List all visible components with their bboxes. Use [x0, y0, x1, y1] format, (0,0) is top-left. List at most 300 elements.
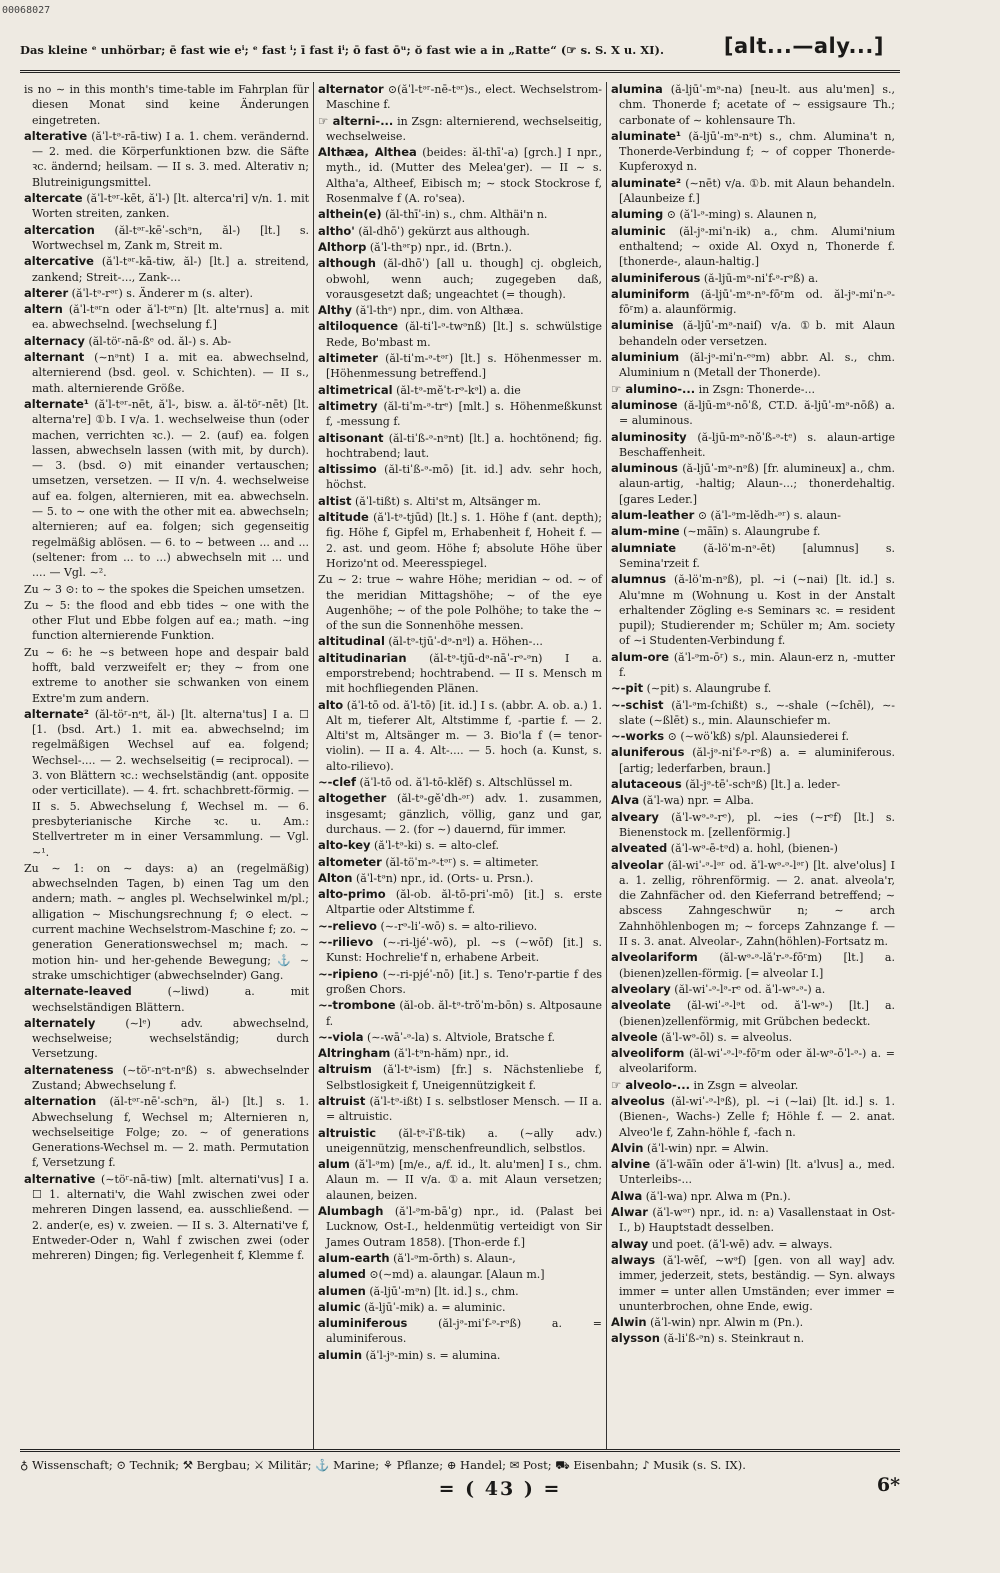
dictionary-entry [318, 510, 602, 571]
dictionary-entry [318, 1126, 602, 1157]
dictionary-entry [318, 887, 602, 918]
entry-text: (ăˈl-tᵊ-ki) s. = alto-clef. [374, 839, 500, 853]
dictionary-entry [24, 286, 309, 301]
entry-text: (ăl-wiˈ-ᵊ-lᵊ-rᵉ od. ăˈl-wᵊ-ᵊ-) a. [674, 982, 826, 996]
dictionary-entry [318, 572, 602, 633]
dictionary-entry [24, 350, 309, 396]
entry-headword: ☞ alterni-... [318, 113, 394, 128]
entry-text: (∼liwd) a. mit wechselständigen Blättern. [32, 985, 309, 1014]
dictionary-entry [611, 1331, 895, 1346]
dictionary-entry [318, 462, 602, 493]
entry-text: (ă-ljūˈ-mᵊn) [lt. id.] s., chm. [369, 1284, 519, 1298]
dictionary-entry [24, 1094, 309, 1170]
entry-headword: alumina [611, 82, 663, 96]
entry-headword: alto-primo [318, 887, 386, 902]
entry-text: (ăˈl-wa) npr. Alwa m (Pn.). [645, 1189, 791, 1203]
entry-headword: altruistic [318, 1125, 377, 1140]
entry-text: (ă-ljūˈ-mᵊ-na) [neu-lt. aus alu'men] s., chm. Thonerde f; acetate of ∼ essigsaure Th.; carbonate of ∼ kohlensaure Th. [619, 83, 896, 127]
entry-headword: ∼-schist [611, 697, 664, 712]
dictionary-entry [611, 1315, 895, 1330]
entry-headword: Alvin [611, 1140, 644, 1155]
entry-text: (ăl-thīˈ-in) s., chm. Althäi'n n. [385, 208, 548, 222]
dictionary-entry [611, 729, 895, 744]
entry-text: (ă-löˈm-nᵊ-ēt) [alumnus] s. Semina'rzeit f. [619, 541, 895, 570]
dictionary-entry [318, 1267, 602, 1282]
entry-headword: alterative [24, 128, 88, 143]
dictionary-entry [611, 271, 895, 286]
dictionary-entry [318, 838, 602, 853]
entry-text: is no ∼ in this month's time-table im Fahrplan für diesen Monat sind keine Änderungen eingetreten. [24, 83, 309, 127]
entry-headword: alum [318, 1157, 350, 1172]
entry-text: (ă-löˈm-nᵊß), pl. ∼i (∼nai) [lt. id.] s. Alu'mne m (Wohnung u. Kost in der Anstalt erhaltender Zögling e-s Seminars ꝛc. = resident pupil); Studierender m; Schüler m; Am. society of ∼i Studenten-Verbindung f. [619, 573, 896, 648]
entry-headword: ☞ alveolo-... [611, 1077, 690, 1092]
entry-text: (ăˈl-tᵊ-rᵊʳ) s. Änderer m (s. alter). [71, 286, 253, 300]
entry-headword: alumic [318, 1299, 361, 1314]
dictionary-entry [318, 240, 602, 255]
entry-headword: alumen [318, 1283, 366, 1298]
dictionary-entry [24, 302, 309, 333]
entry-text: (ă-ljūˈ-mᵊ-naiſ) v/a. ①b. mit Alaun behandeln oder versetzen. [619, 319, 896, 348]
dictionary-entry [24, 223, 309, 254]
entry-text: (ăl-ob. ăl-tᵊ-trŏˈm-bōn) s. Altposaune f. [326, 999, 603, 1028]
dictionary-entry [24, 1016, 309, 1062]
scan-id: 00068027 [2, 5, 51, 16]
entry-headword: aluminiform [611, 286, 690, 301]
dictionary-entry [318, 1094, 602, 1125]
dictionary-entry [24, 254, 309, 285]
entry-headword: aluminose [611, 397, 678, 412]
entry-headword: ∼-viola [318, 1029, 364, 1044]
entry-text: (ăˈl-win) npr. Alwin m (Pn.). [650, 1316, 804, 1330]
entry-text: Zu ∼ 5: the flood and ebb tides ∼ one with the other Flut und Ebbe folgen auf ea.; math. ∼ing function alternierende Funktion. [24, 598, 309, 643]
entry-text: und poet. (ăˈl-wē) adv. = always. [651, 1237, 833, 1251]
entry-headword: alternateness [24, 1062, 114, 1077]
dictionary-entry [318, 431, 602, 462]
entry-headword: aluminium [611, 350, 680, 365]
entry-text: (ăˈl-tᵊʳ-kēt, ăˈl-) [lt. alterca'ri] v/n. 1. mit Worten streiten, zanken. [32, 192, 310, 221]
entry-text: (ăl-wiˈ-ᵊ-lᵊt od. ăˈl-wᵊ-) [lt.] a. (bienen)zellenförmig, mit Grübchen bedeckt. [619, 999, 896, 1028]
entry-text: (ăl-ob. ăl-tō-priˈ-mō) [it.] s. erste Altpartie oder Altstimme f. [326, 888, 602, 917]
entry-text: (ăl-jᵊ-miˈf-ᵊ-rᵊß) a. = aluminiferous. [326, 1317, 602, 1346]
entry-text: (ăl-tiˈl-ᵊ-twᵊnß) [lt.] s. schwülstige Rede, Bo'mbast m. [326, 320, 602, 349]
entry-headword: aluming [611, 207, 664, 222]
entry-text: in Zsgn: alternierend, wechselseitig, wechselweise. [326, 114, 602, 143]
dictionary-entry [611, 793, 895, 808]
entry-headword: altern [24, 302, 63, 317]
entry-text: (ăˈl-tō od. ăˈl-tō) [it. id.] I s. (abbr. A. ob. a.) 1. Alt m, tieferer Alt, Altstimme f, -partie f. — 2. Alti'st m, Altsänger m. — 3. Bio'la f (= tenor-violin). — II a. 4. Alt-.... — 5. hoch (a. Kunst, s. alto-rilievo). [326, 698, 602, 773]
entry-headword: althein(e) [318, 207, 382, 222]
dictionary-entry [611, 810, 895, 841]
dictionary-entry [611, 287, 895, 318]
entry-text: (ăl-dhōˈ) [all u. though] cj. obgleich, obwohl, wenn auch; zugegeben daß, vorausgesetzt daß; ungeachtet (= though). [326, 257, 602, 301]
entry-text: (ăl-tᵊ-gĕˈdh-ᵊʳ) adv. 1. zusammen, insgesamt; gänzlich, völlig, ganz und gar, durchaus. — 2. (for ∼) dauernd, für immer. [326, 792, 603, 836]
entry-headword: aluminiferous [318, 1316, 408, 1331]
dictionary-entry [318, 114, 602, 145]
entry-headword: Althorp [318, 239, 367, 254]
entry-headword: alternation [24, 1094, 97, 1109]
dictionary-entry [318, 919, 602, 934]
dictionary-entry [318, 207, 602, 222]
entry-text: (ă-ljūˈ-mᵊ-nᵊ-fōʳm od. ăl-jᵊ-miˈn-ᵊ-fōʳm) a. alaunförmig. [619, 287, 895, 317]
entry-text: (ăl-tiˈm-ᵊ-tᵊʳ) [lt.] s. Höhenmesser m. [Höhenmessung betreffend.] [326, 352, 602, 381]
dictionary-entry [318, 256, 602, 302]
dictionary-entry [318, 1348, 602, 1363]
entry-headword: Althæa, Althea [318, 145, 417, 160]
entry-headword: altercation [24, 222, 95, 237]
dictionary-entry [611, 1157, 895, 1188]
dictionary-entry [24, 984, 309, 1015]
entry-headword: alveated [611, 841, 668, 856]
entry-headword: alternant [24, 350, 85, 365]
dictionary-entry [611, 1030, 895, 1045]
entry-headword: ∼-works [611, 729, 665, 744]
entry-text: (ăˈl-tō od. ăˈl-tō-klĕf) s. Altschlüssel m. [359, 776, 573, 790]
entry-text: (ăl-tiˈß-ᵊ-mō) [it. id.] adv. sehr hoch, höchst. [326, 463, 602, 492]
entry-text: (ăˈl-wᵊ-ē-tᵊd) a. hohl, (bienen-) [670, 842, 838, 856]
entry-headword: alternately [24, 1015, 96, 1030]
dictionary-entry [318, 698, 602, 774]
dictionary-entry [611, 998, 895, 1029]
entry-headword: always [611, 1252, 656, 1267]
dictionary-entry [318, 1062, 602, 1093]
entry-headword: altimeter [318, 351, 378, 366]
entry-text: (ă-ljū-mᵊ-nōˈß, CT.D. ă-ljūˈ-mᵊ-nōß) a. = aluminous. [619, 398, 895, 428]
entry-text: ⊙(ăˈl-tᵊʳ-nē-tᵊʳ)s., elect. Wechselstrom-Maschine f. [326, 83, 603, 112]
entry-text: (ăˈl-ᵊm-ōrth) s. Alaun-, [393, 1251, 516, 1265]
entry-headword: alveole [611, 1029, 658, 1044]
entry-text: (ăl-töʳ-nᵉt, ăl-) [lt. alterna'tus] I a. ☐ [1. (bsd. Art.) 1. mit ea. abwechselnd; im regelmäßigen Wechsel auf ea. folgend; Wechsel-.... — 2. wechselseitig (= reciprocal). — 3. von Blättern ꝛc.: wechselständig (ant. opposite oder verticillate). — 4. frt. schachbrett-förmig. — II s. 5. Abwechselung f, Wechsel m. — 6. presbyterianische Kirche ꝛc. u. Am.: Stellvertreter m in einer Versammlung. — Vgl. ∼¹. [32, 707, 309, 859]
entry-text: (ă-ljūˈ-mᵊ-nᵊt) s., chm. Alumina't n, Thonerde-Verbindung f; ∼ of copper Thonerde-Kupferoxyd n. [619, 129, 895, 174]
column-middle [313, 82, 606, 1449]
dictionary-entry [24, 129, 309, 190]
dictionary-entry [24, 582, 309, 597]
entry-text: Zu ∼ 1: on ∼ days: a) an (regelmäßig) abwechselnden Tagen, b) einen Tag um den andern; math. ∼ angles pl. Wechselwinkel m/pl.; alligation ∼ Mischungsrechnung f; ⊙ elect. ∼ current machine Wechselstrom-Maschine f; zo. ∼ generation Generationswechsel m; mach. ∼ motion hin- und her-gehende Bewegung; ⚓ ∼ strake umschichtiger (abwechselnder) Gang. [24, 861, 309, 982]
entry-headword: ∼-relievo [318, 918, 377, 933]
entry-text: (ăl-jᵊ-niˈf-ᵊ-rᵊß) a. = aluminiferous. [artig; lederfarben, braun.] [619, 746, 896, 775]
entry-headword: alum-leather [611, 508, 695, 523]
dictionary-entry [611, 524, 895, 539]
entry-text: (ăˈl-ᵊm-ōʳ) s., min. Alaun-erz n, -mutter f. [619, 650, 895, 679]
dictionary-entry [24, 1063, 309, 1094]
entry-headword: alto-key [318, 838, 371, 853]
dictionary-entry [318, 224, 602, 239]
page-number: = ( 43 ) = [438, 1478, 562, 1500]
entry-text: (ăˈl-tᵊʳn oder ăˈl-tᵊʳn) [lt. alte'rnus] a. mit ea. abwechselnd. [wechselung f.] [32, 303, 309, 332]
entry-headword: alutaceous [611, 777, 682, 792]
entry-headword: alveolariform [611, 950, 698, 965]
entry-headword: aluminosity [611, 429, 687, 444]
entry-text: (ăˈl-ᵊm-bāˈg) npr., id. (Palast bei Lucknow, Ost-I., heldenmütig verteidigt von Sir James Outram 1858). [Thon-erde f.] [326, 1205, 603, 1249]
dictionary-entry [318, 1030, 602, 1045]
entry-headword: alternacy [24, 333, 85, 348]
entry-text: (ăl-wᵊ-ᵊ-lăˈr-ᵊ-fōʳm) [lt.] a. (bienen)zellen-förmig. [= alveolar I.] [619, 951, 895, 980]
dictionary-entry [611, 430, 895, 461]
entry-headword: alveolar [611, 857, 664, 872]
dictionary-entry [318, 1300, 602, 1315]
dictionary-entry [611, 1141, 895, 1156]
entry-text: (∼-rᵊ-liˈ-wō) s. = alto-rilievo. [380, 919, 538, 933]
dictionary-entry [24, 397, 309, 581]
entry-headword: ∼-pit [611, 681, 644, 696]
entry-text: (ăˈl-win) npr. = Alwin. [646, 1141, 769, 1155]
entry-text: (ăl-tᵊʳ-kēˈ-schᵊn, ăl-) [lt.] s. Wortwechsel m, Zank m, Streit m. [32, 223, 310, 252]
entry-text: (ăl-jᵊ-miˈn-ᵉᵊm) abbr. Al. s., chm. Aluminium n (Metall der Thonerde). [619, 351, 895, 380]
dictionary-entry [611, 541, 895, 572]
entry-text: (ăˈl-thᵊʳp) npr., id. (Brtn.). [369, 240, 513, 254]
entry-text: (ăˈl-tᵊn-hăm) npr., id. [393, 1047, 509, 1061]
entry-text: (∼māīn) s. Alaungrube f. [683, 525, 821, 539]
dictionary-entry [318, 855, 602, 870]
entry-headword: altruism [318, 1062, 372, 1077]
entry-headword: aluminous [611, 461, 678, 476]
dictionary-entry [318, 775, 602, 790]
entry-text: (ăˈl-tᵊ-ißt) I s. selbstloser Mensch. — II a. = altruistic. [326, 1095, 603, 1124]
footer-rule [20, 1449, 900, 1452]
dictionary-entry [611, 461, 895, 507]
entry-headword: Althy [318, 303, 353, 318]
entry-text: (ăl-tᵊ-tjū-dᵊ-nāˈ-rᵊ-ᵊn) I a. emporstrebend; hochtrabend. — II s. Mensch m mit hochfliegenden Plänen. [326, 651, 603, 696]
entry-text: (∼-ri-pjéˈ-nō) [it.] s. Teno'r-partie f des großen Chors. [326, 967, 603, 996]
dictionary-entry [24, 707, 309, 860]
column-right [606, 82, 899, 1449]
dictionary-entry [24, 82, 309, 128]
dictionary-entry [318, 303, 602, 318]
entry-text: (ăˈl-tᵊʳ-nēt, ăˈl-, bisw. a. ăl-töʳ-nēt) [lt. alterna're] ①b. I v/a. 1. wechselweise thun (oder machen, verrichten ꝛc.). — 2. (auf) ea. folgen lassen, abwechseln lassen (with mit, by durch). — 3. (bsd. ⊙) mit einander vertauschen; umsetzen, versetzen. — II v/n. 4. wechselweise auf ea. folgen, alternieren, mit ea. abwechseln. — 5. to ∼ one with the other mit ea. abwechseln; alternieren; auf ea. folgen; sich gegenseitig regelmäßig ablösen. — 6. to ∼ between ... and ... (seltener: from ... to ...) abwechseln mit ... und .... — Vgl. ∼². [32, 397, 309, 580]
entry-headword: ∼-ripieno [318, 966, 379, 981]
entry-headword: alterer [24, 285, 69, 300]
dictionary-entry [611, 318, 895, 349]
entry-headword: altitudinarian [318, 650, 407, 665]
entry-headword: altiloquence [318, 319, 399, 334]
dictionary-entry [611, 777, 895, 792]
entry-text: (∼lᵉ) adv. abwechselnd, wechselweise; wechselständig; durch Versetzung. [32, 1016, 309, 1061]
dictionary-entry [318, 967, 602, 998]
dictionary-entry [611, 982, 895, 997]
entry-text: (ăl-töˈm-ᵊ-tᵊʳ) s. = altimeter. [385, 855, 539, 869]
dictionary-entry [611, 950, 895, 981]
dictionary-entry [318, 1316, 602, 1347]
entry-text: (ăˈl-ᵊm-ſchißt) s., ∼-shale (∼ſchēl), ∼-slate (∼ßlēt) s., min. Alaunschiefer m. [619, 698, 895, 727]
entry-headword: Alton [318, 870, 353, 885]
entry-headword: altisonant [318, 430, 384, 445]
dictionary-entry [611, 350, 895, 381]
entry-headword: alway [611, 1236, 649, 1251]
entry-text: (ăl-wiˈ-ᵊ-lᵊ-fōʳm oder ăl-wᵊ-ōˈl-ᵊ-) a. = alveolariform. [619, 1047, 895, 1076]
dictionary-entry [611, 508, 895, 523]
entry-text: (ăl-jᵊ-miˈn-ik) a., chm. Alumi'nium enthaltend; ∼ oxide Al. Oxyd n, Thonerde f. [thonerde-, alaun-haltig.] [619, 224, 895, 269]
entry-text: Zu ∼ 6: he ∼s between hope and despair bald hofft, bald verzweifelt er; they ∼ from one extreme to another sie schwanken von einem Extre'm zum andern. [24, 645, 309, 705]
dictionary-entry [611, 858, 895, 950]
entry-headword: alumnus [611, 572, 667, 587]
entry-text: (ăˈl-wa) npr. = Alba. [642, 794, 754, 808]
entry-headword: ☞ alumino-... [611, 381, 696, 396]
entry-headword: Alwar [611, 1205, 648, 1220]
dictionary-entry [611, 1046, 895, 1077]
column-left [20, 82, 313, 1449]
entry-headword: Alva [611, 793, 640, 808]
entry-headword: altercative [24, 254, 94, 269]
dictionary-entry [611, 698, 895, 729]
dictionary-entry [611, 1094, 895, 1140]
entry-text: (ăˈl-tißt) s. Alti'st m, Altsänger m. [354, 494, 542, 508]
entry-text: (ăˈl-wᵊʳ) npr., id. n: a) Vasallenstaat in Ost-I., b) Hauptstadt desselben. [619, 1206, 895, 1235]
entry-text: (ăl-tᵊ-tjūˈ-dᵊ-nᵊl) a. Höhen-... [388, 635, 543, 649]
entry-headword: aluminise [611, 318, 674, 333]
dictionary-entry [611, 129, 895, 175]
entry-headword: alto [318, 697, 344, 712]
dictionary-entry [318, 651, 602, 697]
entry-text: (ăl-dhōˈ) gekürzt aus although. [358, 224, 530, 238]
entry-headword: ∼-rilievo [318, 935, 374, 950]
entry-headword: ∼-clef [318, 775, 356, 790]
entry-text: (ăˈl-wᵊ-ōl) s. = alveolus. [661, 1030, 793, 1044]
dictionary-entry [611, 82, 895, 128]
dictionary-entry [318, 1251, 602, 1266]
entry-columns [20, 82, 900, 1449]
dictionary-entry [318, 319, 602, 350]
entry-headword: altissimo [318, 462, 377, 477]
entry-headword: ∼-trombone [318, 998, 396, 1013]
entry-text: (∼töʳ-nᵉt-nᵉß) s. abwechselnder Zustand; Abwechselung f. [32, 1063, 309, 1092]
entry-text: ⊙ (ăˈl-ᵊ-ming) s. Alaunen n, [666, 208, 817, 222]
entry-text: (ăˈl-tᵊʳ-kā-tiw, ăl-) [lt.] a. streitend, zankend; Streit-..., Zank-... [32, 255, 309, 284]
guide-words: [alt...—aly...] [723, 34, 884, 58]
entry-headword: altimetry [318, 398, 378, 413]
entry-headword: alysson [611, 1331, 660, 1346]
entry-text: (∼pit) s. Alaungrube f. [646, 682, 772, 696]
dictionary-entry [318, 351, 602, 382]
entry-text: (∼-ri-ljéˈ-wō), pl. ∼s (∼wōf) [it.] s. Kunst: Hochrelie'f n, erhabene Arbeit. [326, 936, 603, 965]
symbol-legend: ♁ Wissenschaft; ⊙ Technik; ⚒ Bergbau; ⚔ Militär; ⚓ Marine; ⚘ Pflanze; ⊕ Handel; ✉ Post; ⛟ Eisenbahn; ♪ Musik (s. S. IX). [20, 1458, 746, 1472]
entry-headword: aluminate² [611, 175, 682, 190]
entry-headword: altho' [318, 223, 355, 238]
header-rule [20, 70, 900, 73]
entry-headword: alumed [318, 1267, 366, 1282]
entry-headword: alveary [611, 809, 659, 824]
dictionary-entry [24, 334, 309, 349]
entry-headword: altimetrical [318, 382, 393, 397]
entry-headword: altercate [24, 191, 83, 206]
entry-text: (ăl-tᵊʳ-nēˈ-schᵊn, ăl-) [lt.] s. 1. Abwechselung f, Wechsel m; Alternieren n, wechselseitige Folge; zo. ∼ of generations Generations-Wechsel m. — 2. math. Permutation f, Versetzung f. [32, 1095, 310, 1170]
entry-text: (ă-ljūˈ-mik) a. = aluminic. [364, 1300, 506, 1314]
entry-headword: altometer [318, 854, 382, 869]
dictionary-entry [318, 145, 602, 206]
entry-text: (ăˈl-wēſ, ∼wᵊſ) [gen. von all way] adv. immer, jederzeit, stets, beständig. — Syn. always immer = unter allen Umständen; ever immer = ununterbrochen, ohne Ende, ewig. [619, 1253, 896, 1313]
entry-text: (ă-ljūˈ-mᵊ-nᵊß) [fr. alumineux] a., chm. alaun-artig, -haltig; Alaun-...; thonerdehaltig. [gares Leder.] [619, 462, 895, 506]
entry-text: (ă-liˈß-ᵊn) s. Steinkraut n. [663, 1332, 805, 1346]
entry-text: (ăˈl-wāīn oder ăˈl-win) [lt. a'lvus] a., med. Unterleibs-... [619, 1158, 895, 1187]
entry-headword: alveolate [611, 998, 671, 1013]
dictionary-entry [24, 1172, 309, 1264]
dictionary-entry [318, 1157, 602, 1203]
dictionary-entry [611, 841, 895, 856]
entry-headword: altogether [318, 791, 387, 806]
entry-headword: alternate-leaved [24, 984, 132, 999]
entry-headword: Alwin [611, 1315, 647, 1330]
entry-text: (ăl-jᵊ-tēˈ-schᵊß) [lt.] a. leder- [685, 778, 841, 792]
dictionary-entry [318, 399, 602, 430]
dictionary-entry [318, 82, 602, 113]
entry-text: (ă-ljū-mᵊ-nŏˈß-ᵊ-tᵉ) s. alaun-artige Beschaffenheit. [619, 430, 895, 459]
dictionary-entry [318, 1284, 602, 1299]
dictionary-entry [24, 861, 309, 983]
entry-text: (ăˈl-ᵊm) [m/e., a/f. id., lt. alu'men] I s., chm. Alaun m. — II v/a. ①a. mit Alaun versetzen; alaunen, beizen. [326, 1158, 603, 1202]
dictionary-entry [611, 382, 895, 397]
entry-headword: Alumbagh [318, 1204, 384, 1219]
entry-headword: alumniate [611, 540, 677, 555]
entry-text: (ă-ljū-mᵊ-niˈf-ᵊ-rᵊß) a. [703, 271, 819, 285]
dictionary-entry [318, 383, 602, 398]
dictionary-entry [318, 634, 602, 649]
dictionary-entry [611, 572, 895, 648]
entry-headword: alvine [611, 1157, 651, 1172]
entry-headword: altruist [318, 1094, 366, 1108]
dictionary-entry [24, 598, 309, 644]
dictionary-entry [611, 1189, 895, 1204]
entry-text: (∼-wāˈ-ᵊ-la) s. Altviole, Bratsche f. [366, 1030, 556, 1044]
entry-text: (ăˈl-tᵊn) npr., id. (Orts- u. Prsn.). [355, 871, 534, 885]
entry-text: ⊙(∼md) a. alaungar. [Alaun m.] [369, 1268, 545, 1282]
dictionary-entry [318, 1204, 602, 1250]
dictionary-entry [318, 935, 602, 966]
dictionary-entry [611, 1237, 895, 1252]
entry-text: (∼nēt) v/a. ①b. mit Alaun behandeln. [Alaunbeize f.] [619, 176, 895, 206]
entry-text: (beides: ăl-thīˈ-a) [grch.] I npr., myth., id. (Mutter des Melea'ger). — II ∼ s. Altha'a, Altheef, Eibisch m; ∼ stock Stockrose f, Rosenmalve f (A. ro'sea). [326, 146, 602, 206]
entry-headword: altitude [318, 510, 369, 525]
entry-text: (ăl-tiˈß-ᵊ-nᵊnt) [lt.] a. hochtönend; fig. hochtrabend; laut. [326, 431, 602, 460]
entry-text: in Zsgn = alveolar. [693, 1078, 799, 1092]
dictionary-entry [611, 224, 895, 270]
entry-headword: although [318, 256, 376, 271]
dictionary-entry [611, 650, 895, 681]
dictionary-entry [611, 176, 895, 207]
entry-text: Zu ∼ 3 ⊙: to ∼ the spokes die Speichen umsetzen. [24, 582, 305, 596]
entry-text: Zu ∼ 2: true ∼ wahre Höhe; meridian ∼ od. ∼ of the meridian Mittagshöhe; ∼ of the eye Augenhöhe; ∼ of the pole Polhöhe; to take the ∼ of the sun die Sonnenhöhe messen. [318, 573, 602, 633]
entry-text: (ăˈl-tᵊ-ism) [fr.] s. Nächstenliebe f, Selbstlosigkeit f, Uneigennützigkeit f. [326, 1063, 602, 1092]
entry-headword: alum-mine [611, 524, 680, 539]
entry-headword: Altringham [318, 1046, 391, 1061]
entry-headword: aluniferous [611, 745, 685, 760]
dictionary-entry [611, 1253, 895, 1314]
dictionary-entry [611, 681, 895, 696]
entry-headword: alveolary [611, 981, 671, 996]
entry-text: (ăl-wiˈ-ᵊ-lᵊʳ od. ăˈl-wᵊ-ᵊ-lᵊʳ) [lt. alve'olus] I a. 1. zellig, röhrenförmig. — 2. anat. alveola'r, die Zahnfächer od. den Kieferrand betreffend; ∼ abscess Zahngeschwür n; ∼ arch Zahnhöhlenbogen m; ∼ forceps Zahnzange f. — II s. 3. anat. Alveolar-, Zahn(höhlen)-Fortsatz m. [619, 858, 896, 949]
entry-headword: alum-earth [318, 1250, 390, 1265]
entry-headword: alveoliform [611, 1046, 685, 1061]
entry-headword: alternate¹ [24, 396, 89, 411]
entry-text: (ăl-tᵊ-ĭˈß-tik) a. (∼ally adv.) uneigennützig, menschenfreundlich, selbstlos. [326, 1126, 602, 1155]
entry-headword: alum-ore [611, 649, 670, 664]
dictionary-entry [24, 645, 309, 706]
signature-mark: 6* [876, 1474, 900, 1496]
entry-headword: aluminiferous [611, 270, 701, 285]
entry-headword: alveolus [611, 1094, 665, 1108]
entry-text: (ăˈl-jᵊ-min) s. = alumina. [365, 1348, 501, 1362]
pronunciation-key: Das kleine ᵉ unhörbar; ē fast wie eⁱ; ᵉ fast ⁱ; ī fast iⁱ; ō fast ōᵘ; ŏ fast wie a in „Ratte“ (☞ s. S. X u. XI). [20, 43, 665, 57]
entry-headword: Alwa [611, 1188, 643, 1203]
entry-text: in Zsgn: Thonerde-... [698, 382, 815, 396]
dictionary-entry [318, 1046, 602, 1061]
entry-text: (ăˈl-wᵊ-ᵊ-rᵉ), pl. ∼ies (∼rᵉf) [lt.] s. Bienenstock m. [zellenförmig.] [619, 810, 896, 839]
entry-headword: alternate² [24, 706, 89, 721]
entry-text: ⊙ (∼wöˈkß) s/pl. Alaunsiederei f. [667, 730, 849, 744]
entry-text: (∼töʳ-nā-tiw) [mlt. alternati'vus] I a. ☐ 1. alternati'v, die Wahl zwischen zwei oder mehreren Dingen lassend, ea. ausschließend. — 2. ander(e, es) v. zweien. — II s. 3. Alternati've f, Entweder-Oder n, Wahl f zwischen zwei (oder mehreren) Dingen; fig. Verlegenheit f, Klemme f. [32, 1172, 309, 1263]
dictionary-entry [611, 1205, 895, 1236]
dictionary-entry [318, 871, 602, 886]
entry-headword: altitudinal [318, 634, 385, 649]
entry-headword: aluminate¹ [611, 128, 682, 143]
entry-text: (ăl-töʳ-nā-ßᵉ od. ăl-) s. Ab- [88, 334, 232, 348]
